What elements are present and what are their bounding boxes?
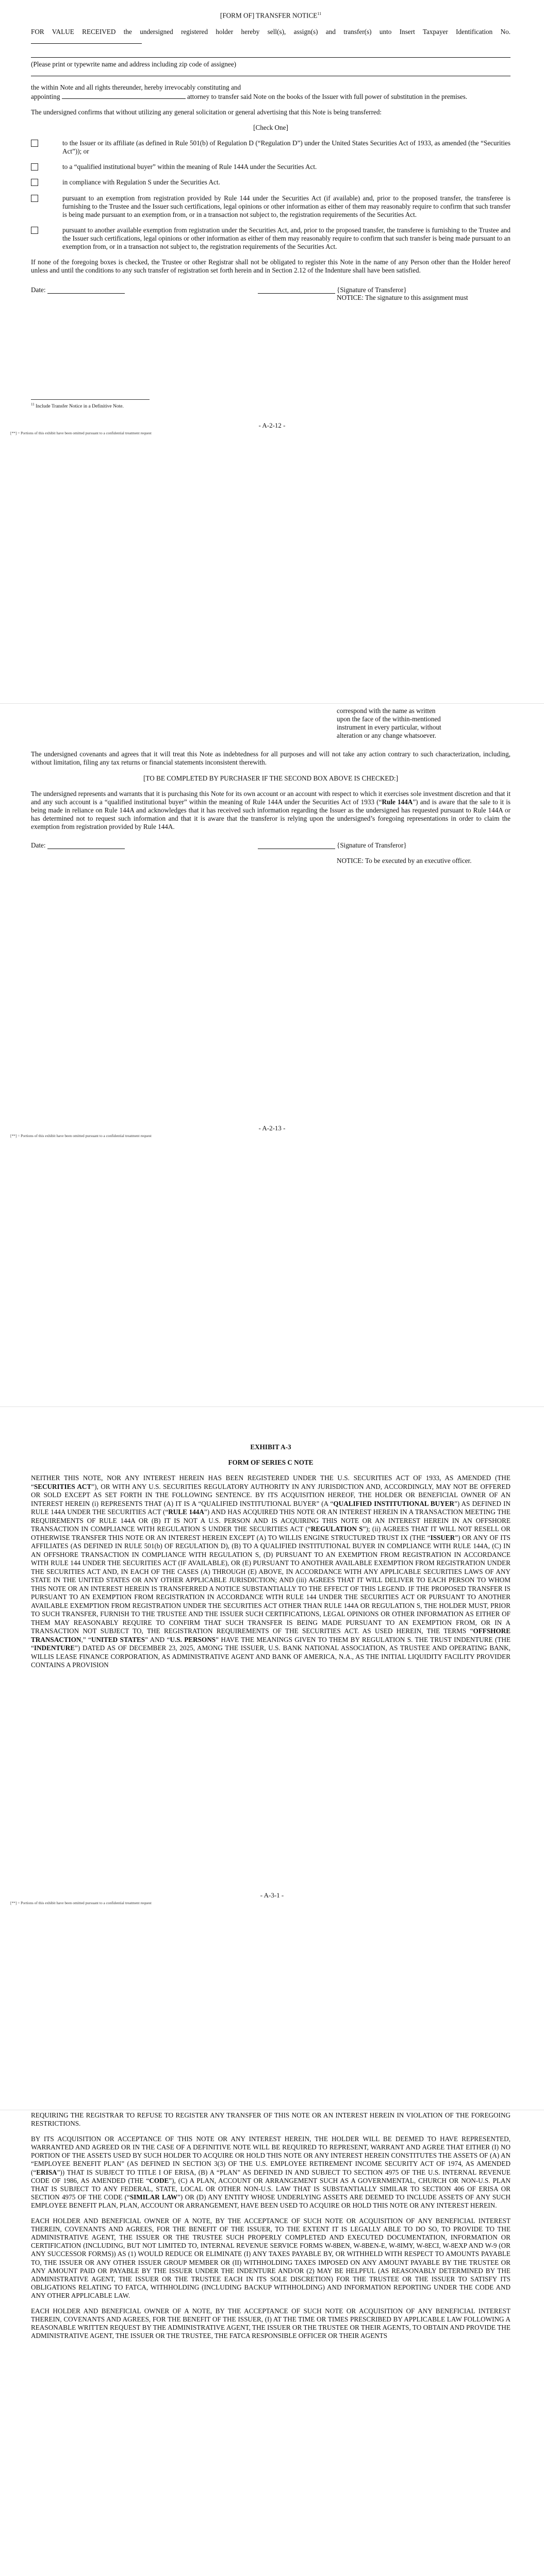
confidential-note-2: [**] = Portions of this exhibit have been omitted pursuant to a confidential treatment request: [10, 1133, 152, 1138]
page-number-2: - A-2-13 -: [258, 1124, 286, 1132]
signature-block: [31, 286, 510, 307]
attorney-line[interactable]: [62, 92, 186, 99]
option-text-5: pursuant to another available exemption from registration under the Securities Act, and, prior to the proposed transfer, the transferee is furnishing to the Trustee and the Issuer such certifications, legal opinions or other information as either of them may reasonably require to confirm that such transfer is being made pursuant to an exemption from, or in a transaction not subject to, the registration requirements of the Securities Act.: [62, 226, 510, 250]
option-row-1: [31, 139, 510, 156]
signature-line[interactable]: [258, 293, 335, 294]
legend-segment: ”), OR WITH ANY U.S. SECURITIES REGULATORY AUTHORITY IN ANY JURISDICTION AND, ACCORDINGLY, MAY NOT BE OFFERED OR SOLD EXCEPT AS SET FORTH IN THE FOLLOWING SENTENCE. BY ITS ACQUISITION HEREOF, THE HOLDER OR BENEFICIAL OWNER OF AN INTEREST HEREIN (i) REPRESENTS THAT (A) IT IS A “QUALIFIED INSTITUTIONAL BUYER” (A “: [31, 1482, 510, 1507]
legend-segment: RULE 144A: [168, 1508, 204, 1516]
option-text-3: in compliance with Regulation S under the Securities Act.: [62, 178, 220, 187]
option-text-2: to a “qualified institutional buyer” within the meaning of Rule 144A under the Securities Act.: [62, 163, 317, 171]
page-3: [0, 1407, 544, 2110]
legend-segment: SECURITIES ACT: [34, 1482, 92, 1490]
erisa-segment: ”), (C) A PLAN, ACCOUNT OR ARRANGEMENT SUCH AS A GOVERNMENTAL, CHURCH OR NON-U.S. PLAN THAT IS SUBJECT TO ANY FEDERAL, STATE, LOCAL OR OTHER NON-U.S. LAW THAT IS SUBSTANTIALLY SIMILAR TO SECTION 406 OF ERISA OR SECTION 4975 OF THE CODE (“: [31, 2176, 511, 2201]
legend-segment: ” AND “: [145, 1635, 170, 1643]
erisa-segment: CODE: [149, 2176, 169, 2184]
notice-executive: NOTICE: To be executed by an executive officer.: [337, 857, 472, 865]
legend-segment: ”) AND HAS ACQUIRED THIS NOTE OR AN INTEREST HEREIN IN A TRANSACTION MEETING THE REQUIREMENTS OF RULE 144A OR (B) IT IS NOT A U.S. PERSON AND IS ACQUIRING THIS NOTE OR AN INTEREST HEREIN IN AN OFFSHORE TRANSACTION IN COMPLIANCE WITH REGULATION S UNDER THE SECURITIES ACT (“: [31, 1508, 510, 1533]
paragraph-fatca: EACH HOLDER AND BENEFICIAL OWNER OF A NOTE, BY THE ACCEPTANCE OF SUCH NOTE OR ACQUISITION OF ANY BENEFICIAL INTEREST THEREIN, COVENANTS AND AGREES, FOR THE BENEFIT OF THE ISSUER, (I) AT THE TIME OR TIMES PRESCRIBED BY APPLICABLE LAW FOLLOWING A REASONABLE WRITTEN REQUEST BY THE ADMINISTRATIVE AGENT, THE ISSUER OR THE TRUSTEE OR THEIR AGENTS, TO OBTAIN AND PROVIDE THE ADMINISTRATIVE AGENT, THE ISSUER OR THE TRUSTEE, THE FATCA RESPONSIBLE OFFICER OR THEIR AGENTS: [31, 2307, 510, 2340]
purchaser-heading: [TO BE COMPLETED BY PURCHASER IF THE SECOND BOX ABOVE IS CHECKED:]: [143, 774, 398, 782]
paragraph-none-checked: If none of the foregoing boxes is checked, the Trustee or other Registrar shall not be obligated to register this Note in the name of any Person other than the Holder hereof unless and until the conditions to any such transfer of registration set forth herein and in Section 2.12 of the Indenture shall have been satisfied.: [31, 258, 510, 275]
legend-segment: U.S. PERSONS: [170, 1635, 216, 1643]
signature-block-2: [31, 841, 510, 872]
page-2: [0, 704, 544, 1406]
legend-segment: ”) AS DEFINED IN RULE 144A UNDER THE SECURITIES ACT (“: [31, 1499, 510, 1516]
date-line[interactable]: [47, 293, 125, 294]
paragraph-qib-represents: The undersigned represents and warrants that it is purchasing this Note for its own account or an account with respect to which it exercises sole investment discretion and that it and any such account is a “qualified institutional buyer” within the meaning of Rule 144A under the Securities Act of 1933 (“Rule 144A”) and is aware that the sale to it is being made in reliance on Rule 144A and acknowledges that it has received such information regarding the Issuer as the undersigned has requested pursuant to Rule 144A or has determined not to request such information and that it is aware that the transferor is relying upon the undersigned’s foregoing representations in order to claim the exemption from registration provided by Rule 144A.: [31, 789, 511, 831]
legend-segment: QUALIFIED INSTITUTIONAL BUYER: [333, 1499, 455, 1507]
notice-text: NOTICE: The signature to this assignment must: [337, 294, 468, 302]
legend-segment: ISSUER: [430, 1533, 455, 1541]
page-1: [0, 0, 544, 703]
option-row-4: [31, 194, 510, 219]
legend-segment: UNITED STATES: [91, 1635, 145, 1643]
option-text-1: to the Issuer or its affiliate (as defined in Rule 501(b) of Regulation D (“Regulation D”) under the United States Securities Act of 1933, as amended (the “Securities Act”)); or: [62, 139, 510, 156]
legend-segment: ”) OR ANY OF ITS AFFILIATES (AS DEFINED IN RULE 501(b) OF REGULATION D), (B) TO A QUALIFIED INSTITUTIONAL BUYER IN COMPLIANCE WITH RULE 144A, (C) IN AN OFFSHORE TRANSACTION IN COMPLIANCE WITH REGULATION S, (D) PURSUANT TO AN EXEMPTION FROM REGISTRATION IN ACCORDANCE WITH RULE 144 UNDER THE SECURITIES ACT (IF AVAILABLE), OR (E) PURSUANT TO ANOTHER AVAILABLE EXEMPTION FROM REGISTRATION UNDER THE SECURITIES ACT AND, IN EACH OF THE CASES (A) THROUGH (E) ABOVE, IN ACCORDANCE WITH ANY APPLICABLE SECURITIES LAWS OF ANY STATE IN THE UNITED STATES OR ANY OTHER APPLICABLE JURISDICTION; AND (iii) AGREES THAT IT WILL DELIVER TO EACH PERSON TO WHOM THIS NOTE OR AN INTEREST HEREIN IS TRANSFERRED A NOTICE SUBSTANTIALLY TO THE EFFECT OF THIS LEGEND. IF THE PROPOSED TRANSFER IS PURSUANT TO AN EXEMPTION FROM REGISTRATION IN ACCORDANCE WITH RULE 144 UNDER THE SECURITIES ACT OR PURSUANT TO ANOTHER AVAILABLE EXEMPTION FROM REGISTRATION UNDER THE SECURITIES ACT OTHER THAN RULE 144A OR REGULATION S, THE HOLDER MUST, PRIOR TO SUCH TRANSFER, FURNISH TO THE TRUSTEE AND THE ISSUER SUCH CERTIFICATIONS, LEGAL OPINIONS OR OTHER INFORMATION AS EITHER OF THEM MAY REASONABLY REQUIRE TO CONFIRM THAT SUCH TRANSFER IS BEING MADE PURSUANT TO AN EXEMPTION FROM, OR IN A TRANSACTION NOT SUBJECT TO, THE REGISTRATION REQUIREMENTS OF THE SECURITIES ACT. AS USED HEREIN, THE TERMS “: [31, 1533, 510, 1635]
legend-segment: INDENTURE: [34, 1644, 75, 1652]
legend-segment: OFFSHORE TRANSACTION: [31, 1627, 510, 1643]
form-title: FORM OF SERIES C NOTE: [228, 1459, 314, 1467]
option-row-5: [31, 226, 510, 251]
restrictive-legend: [31, 1474, 510, 1670]
taxpayer-id-line[interactable]: [31, 37, 142, 44]
paragraph-tax-docs: EACH HOLDER AND BENEFICIAL OWNER OF A NOTE, BY THE ACCEPTANCE OF SUCH NOTE OR ACQUISITION OF ANY BENEFICIAL INTEREST THEREIN, COVENANTS AND AGREES, FOR THE BENEFIT OF THE ISSUER, TO THE EXTENT IT IS LEGALLY ABLE TO DO SO, TO PROVIDE TO THE ADMINISTRATIVE AGENT, THE ISSUER OR THE TRUSTEE SUCH PROPERLY COMPLETED AND EXECUTED DOCUMENTATION, INFORMATION OR CERTIFICATION (INCLUDING, BUT NOT LIMITED TO, INTERNAL REVENUE SERVICE FORMS W-8BEN, W-8BEN-E, W-8IMY, W-8ECI, W-8EXP AND W-9 (OR ANY SUCCESSOR FORMS)) AS (1) WOULD REDUCE OR ELIMINATE (I) ANY TAXES PAYABLE BY, OR WITHHELD WITH RESPECT TO AMOUNTS PAYABLE TO, THE ISSUER OR ANY OTHER ISSUER GROUP MEMBER OR (II) WITHHOLDING TAXES IMPOSED ON ANY AMOUNT PAYABLE BY THE TRUSTEE OR ANY AMOUNT PAID OR PAYABLE BY THE ISSUER UNDER THE INDENTURE AND/OR (2) MAY BE HELPFUL (AS REASONABLY DETERMINED BY THE ADMINISTRATIVE AGENT, THE ISSUER OR THE TRUSTEE EACH IN ITS SOLE DISCRETION) FOR THE TRUSTEE OR THE ISSUER TO SATISFY ITS OBLIGATIONS RELATING TO FATCA, WITHHOLDING (INCLUDING BACKUP WITHHOLDING) AND INFORMATION REPORTING UNDER THE CODE AND ANY OTHER APPLICABLE LAW.: [31, 2217, 510, 2299]
signature-label-2: {Signature of Transferor}: [337, 841, 407, 850]
assignee-line[interactable]: [31, 57, 510, 58]
notice-continuation: correspond with the name as written upon the face of the within-mentioned instrument in every particular, without alteration or any change whatsoever.: [337, 707, 441, 740]
paragraph-erisa: [31, 2135, 510, 2210]
legend-segment: ” HAVE THE MEANINGS GIVEN TO THEM BY REGULATION S. THE TRUST INDENTURE (THE “: [31, 1635, 511, 1652]
option-checkbox-3[interactable]: [31, 179, 38, 186]
option-checkbox-1[interactable]: [31, 140, 38, 147]
legend-segment: ”); (ii) AGREES THAT IT WILL NOT RESELL OR OTHERWISE TRANSFER THIS NOTE OR AN INTEREST HEREIN EXCEPT (A) TO WILLIS ENGINE STRUCTURED TRUST IX (THE “: [31, 1525, 510, 1541]
signature-label: {Signature of Transferor}: [337, 286, 407, 294]
legend-segment: NEITHER THIS NOTE, NOR ANY INTEREST HEREIN HAS BEEN REGISTERED UNDER THE U.S. SECURITIES ACT OF 1933, AS AMENDED (THE “: [31, 1474, 510, 1490]
confidential-note: [**] = Portions of this exhibit have been omitted pursuant to a confidential treatment request: [10, 431, 152, 435]
option-checkbox-4[interactable]: [31, 195, 38, 202]
check-one-heading: [Check One]: [253, 124, 288, 132]
date-label-2: Date:: [31, 841, 46, 850]
option-row-3: [31, 178, 510, 187]
page-4: [0, 2110, 544, 2576]
footnote: $^{11}$ Include Transfer Notice in a Definitive Note.: [31, 402, 124, 410]
paragraph-value-received: FOR VALUE RECEIVED the undersigned registered holder hereby sell(s), assign(s) and transfer(s) unto Insert Taxpayer Identification No.: [31, 28, 510, 45]
paragraph-confirms: The undersigned confirms that without utilizing any general solicitation or general advertising that this Note is being transferred:: [31, 108, 382, 116]
paragraph-appointing: appointing attorney to transfer said Note on the books of the Issuer with full power of substitution in the premises.: [31, 92, 468, 100]
page-number-3: - A-3-1 -: [260, 1891, 284, 1899]
assignee-caption: (Please print or typewrite name and address including zip code of assignee): [31, 60, 237, 68]
paragraph-within-note: the within Note and all rights thereunder, hereby irrevocably constituting and: [31, 83, 241, 91]
legend-segment: REGULATION S: [310, 1525, 363, 1533]
legend-segment: ,” “: [81, 1635, 91, 1643]
erisa-segment: SIMILAR LAW: [129, 2193, 178, 2201]
option-checkbox-2[interactable]: [31, 163, 38, 171]
erisa-segment: ”) OR (D) ANY ENTITY WHOSE UNDERLYING ASSETS ARE DEEMED TO INCLUDE ASSETS OF ANY SUCH EMPLOYEE BENEFIT PLAN, PLAN, ACCOUNT OR ARRANGEMENT, HAVE BEEN USED TO ACQUIRE OR HOLD THIS NOTE OR ANY INTEREST HEREIN.: [31, 2193, 511, 2209]
option-checkbox-5[interactable]: [31, 227, 38, 234]
date-label: Date:: [31, 286, 46, 294]
erisa-segment: ERISA: [36, 2168, 57, 2176]
paragraph-covenants: The undersigned covenants and agrees that it will treat this Note as indebtedness for all purposes and will not take any action contrary to such characterization, including, without limitation, filing any tax returns or financial statements inconsistent therewith.: [31, 750, 510, 767]
option-text-4: pursuant to an exemption from registration provided by Rule 144 under the Securities Act (if available) and, prior to the proposed transfer, the transferee is furnishing to the Trustee and the Issuer such certifications, legal opinions or other information as either of them may reasonably require to confirm that such transfer is being made pursuant to an exemption from, or in a transaction not subject to, the registration requirements of the Securities Act.: [62, 194, 510, 218]
exhibit-title: EXHIBIT A-3: [250, 1443, 291, 1451]
erisa-segment: ”)) THAT IS SUBJECT TO TITLE I OF ERISA, (B) A “PLAN” AS DEFINED IN AND SUBJECT TO SECTION 4975 OF THE U.S. INTERNAL REVENUE CODE OF 1986, AS AMENDED (THE “: [31, 2168, 510, 2184]
erisa-segment: BY ITS ACQUISITION OR ACCEPTANCE OF THIS NOTE OR ANY INTEREST HEREIN, THE HOLDER WILL BE DEEMED TO HAVE REPRESENTED, WARRANTED AND AGREED OR IN THE CASE OF A DEFINITIVE NOTE WILL BE REQUIRED TO REPRESENT, WARRANT AND AGREE THAT EITHER (I) NO PORTION OF THE ASSETS USED BY SUCH HOLDER TO ACQUIRE OR HOLD THIS NOTE OR ANY INTEREST HEREIN CONSTITUTES THE ASSETS OF (A) AN “EMPLOYEE BENEFIT PLAN” (AS DEFINED IN SECTION 3(3) OF THE U.S. EMPLOYEE RETIREMENT INCOME SECURITY ACT OF 1974, AS AMENDED (“: [31, 2135, 510, 2176]
transfer-notice-title: [FORM OF] TRANSFER NOTICE$^{11}$: [220, 11, 322, 20]
legend-segment: ”) DATED AS OF DECEMBER 23, 2025, AMONG THE ISSUER, U.S. BANK NATIONAL ASSOCIATION, AS TRUSTEE AND OPERATING BANK, WILLIS LEASE FINANCE CORPORATION, AS ADMINISTRATIVE AGENT AND BANK OF AMERICA, N.A., AS THE INITIAL LIQUIDITY FACILITY PROVIDER CONTAINS A PROVISION: [31, 1644, 510, 1669]
page-number: - A-2-12 -: [258, 421, 286, 429]
paragraph-registrar: REQUIRING THE REGISTRAR TO REFUSE TO REGISTER ANY TRANSFER OF THIS NOTE OR AN INTEREST HEREIN IN VIOLATION OF THE FOREGOING RESTRICTIONS.: [31, 2111, 510, 2128]
option-row-2: [31, 163, 510, 171]
confidential-note-3: [**] = Portions of this exhibit have been omitted pursuant to a confidential treatment request: [10, 1901, 152, 1905]
footnote-divider: [31, 399, 150, 400]
